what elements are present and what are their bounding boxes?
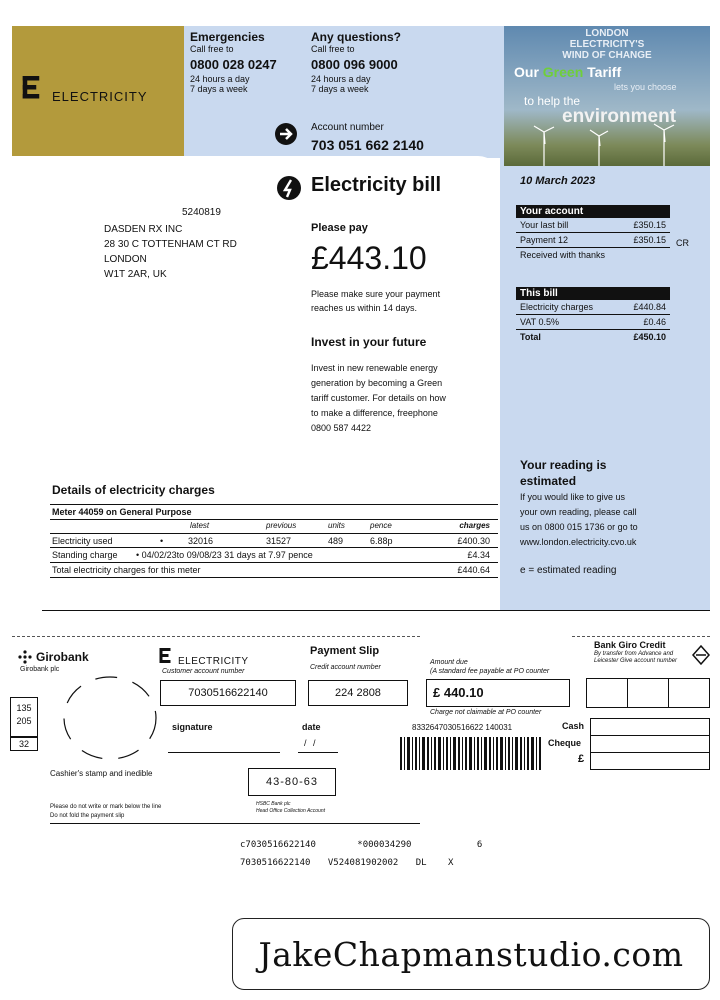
wind-turbines-icon xyxy=(504,122,710,166)
used-previous: 31527 xyxy=(266,536,292,546)
total-field[interactable] xyxy=(591,753,709,769)
date-slashes: / / xyxy=(304,738,318,748)
signature-line[interactable] xyxy=(168,752,280,753)
cash-cheque-box[interactable] xyxy=(590,718,710,770)
stamp-label: Cashier's stamp and inedible xyxy=(50,769,153,778)
details-table xyxy=(50,504,498,578)
invest-line: 0800 587 4422 xyxy=(311,423,372,433)
questions-days: 7 days a week xyxy=(311,84,369,94)
total-row xyxy=(50,563,498,578)
micr2-b: V524081902002 xyxy=(327,858,399,868)
bill-row-value: £0.46 xyxy=(643,317,666,327)
questions-hours: 24 hours a day xyxy=(311,74,371,84)
col-pence: pence xyxy=(370,521,392,530)
account-row xyxy=(516,233,670,248)
cash-field[interactable] xyxy=(591,719,709,736)
lightning-icon xyxy=(276,175,302,201)
used-label: Electricity used xyxy=(52,536,113,546)
questions-callfree: Call free to xyxy=(311,44,355,54)
warning-line1: Please do not write or mark below the line xyxy=(50,804,162,810)
col-previous: previous xyxy=(266,521,297,530)
banner-line1: LONDON xyxy=(585,28,629,39)
electricity-logo-icon xyxy=(22,76,46,106)
amount-due: £443.10 xyxy=(311,240,427,276)
account-number-label: Account number xyxy=(311,122,384,133)
banner-environment: environment xyxy=(562,106,677,127)
used-charges: £400.30 xyxy=(457,536,490,546)
account-number: 703 051 662 2140 xyxy=(311,137,424,153)
branch-code-a: 135 xyxy=(16,703,32,713)
reading-text xyxy=(520,490,638,550)
used-mark: • xyxy=(160,536,164,546)
credit-acc-label: Credit account number xyxy=(310,664,381,671)
your-account-heading: Your account xyxy=(516,205,670,218)
invest-line: generation by becoming a Green xyxy=(311,378,443,388)
customer-acc-field[interactable]: 7030516622140 xyxy=(160,680,296,706)
bank-giro-title: Bank Giro Credit xyxy=(594,640,666,650)
micr2-c: DL xyxy=(415,858,427,868)
account-row-label: Received with thanks xyxy=(520,250,606,260)
reading-line: If you would like to give us xyxy=(520,492,626,502)
account-row-label: Your last bill xyxy=(520,220,569,230)
banner-lets: lets you choose xyxy=(614,82,677,92)
branch-code-c: 32 xyxy=(10,737,38,751)
your-account-box xyxy=(516,205,670,262)
banner-line2: ELECTRICITY'S xyxy=(569,39,645,50)
bank-giro-sub xyxy=(594,651,677,665)
customer-addr2: LONDON xyxy=(104,254,147,265)
amount-due-label xyxy=(430,658,549,676)
banner-tohelp: to help the xyxy=(524,94,581,108)
micr1-a: c7030516622140 xyxy=(240,840,316,850)
cheque-field[interactable] xyxy=(591,736,709,753)
emergencies-hours: 24 hours a day xyxy=(190,74,250,84)
date-label: date xyxy=(302,722,321,732)
customer-name: DASDEN RX INC xyxy=(104,224,183,235)
brand-name: ELECTRICITY xyxy=(52,89,148,104)
estimated-note: e = estimated reading xyxy=(520,565,617,576)
watermark-banner: JakeChapmanstudio.com xyxy=(232,918,710,990)
amount-due-field[interactable]: £ 440.10 xyxy=(426,679,570,707)
green-tariff-banner xyxy=(504,26,710,166)
sort-sub-line1: HSBC Bank plc xyxy=(256,801,291,807)
bill-bottom-rule xyxy=(42,610,710,611)
bank-giro-icon xyxy=(690,644,712,666)
girobank-logo xyxy=(18,650,89,664)
reading-title xyxy=(520,457,606,489)
micr2-d: X xyxy=(448,858,454,868)
pound-label: £ xyxy=(578,753,585,765)
standing-detail: • 04/02/23to 09/08/23 31 days at 7.97 pence xyxy=(136,550,313,560)
used-units: 489 xyxy=(328,536,344,546)
reading-title-line2: estimated xyxy=(520,474,577,488)
giro-boxes[interactable] xyxy=(586,678,710,708)
credit-suffix: CR xyxy=(676,238,689,248)
meter-line: Meter 44059 on General Purpose xyxy=(50,505,498,520)
sort-code-box: 43-80-63 xyxy=(248,768,336,796)
invest-text xyxy=(311,361,446,436)
arrow-right-icon xyxy=(274,122,298,146)
cashier-stamp-circle xyxy=(60,674,160,762)
banner-tariff: Tariff xyxy=(587,64,622,80)
bill-row xyxy=(516,300,670,315)
account-row-value: £350.15 xyxy=(633,235,666,245)
used-row xyxy=(50,533,498,548)
reading-line: www.london.electricity.cvo.uk xyxy=(520,537,637,547)
this-bill-heading: This bill xyxy=(516,287,670,300)
payment-note-line2: reaches us within 14 days. xyxy=(311,303,418,313)
girobank-name: Girobank xyxy=(36,650,89,664)
barcode-icon xyxy=(400,737,542,770)
banner-our: Our xyxy=(514,64,539,80)
questions-title: Any questions? xyxy=(311,30,402,44)
credit-acc-field[interactable]: 224 2808 xyxy=(308,680,408,706)
bill-title: Electricity bill xyxy=(311,174,442,196)
details-header-row xyxy=(50,520,498,533)
emergencies-days: 7 days a week xyxy=(190,84,248,94)
tear-line xyxy=(12,636,420,637)
cash-label: Cash xyxy=(562,721,585,731)
warning-line2: Do not fold the payment slip xyxy=(50,813,125,819)
bank-giro-sub-line2: Leicester Give account number xyxy=(594,658,678,664)
account-row-value: £350.15 xyxy=(633,220,666,230)
slip-warning xyxy=(50,803,161,821)
emergencies-callfree: Call free to xyxy=(190,44,234,54)
payment-note xyxy=(311,287,440,315)
micr-line2 xyxy=(240,858,453,868)
used-latest: 32016 xyxy=(188,536,214,546)
bill-row xyxy=(516,330,670,344)
account-row xyxy=(516,248,670,262)
standing-row xyxy=(50,548,498,563)
sort-code-sub xyxy=(256,801,325,815)
bill-date: 10 March 2023 xyxy=(520,175,596,187)
standing-label: Standing charge xyxy=(52,550,118,560)
reading-line: us on 0800 015 1736 or go to xyxy=(520,522,638,532)
details-title: Details of electricity charges xyxy=(52,483,215,497)
bill-row-value: £440.84 xyxy=(633,302,666,312)
tear-line xyxy=(572,636,710,637)
please-pay-label: Please pay xyxy=(311,222,368,234)
girobank-icon xyxy=(18,650,32,664)
sort-sub-line2: Head Office Collection Account xyxy=(256,808,326,814)
banner-green: Green xyxy=(542,64,584,80)
date-line[interactable] xyxy=(298,752,338,753)
payment-slip-title: Payment Slip xyxy=(310,645,380,657)
standing-charges: £4.34 xyxy=(467,550,490,560)
banner-line3: WIND OF CHANGE xyxy=(562,50,652,61)
account-row xyxy=(516,218,670,233)
slip-bottom-rule xyxy=(50,823,420,824)
bill-row xyxy=(516,315,670,330)
customer-acc-label: Customer account number xyxy=(162,668,245,675)
micr1-b: *000034290 xyxy=(357,840,412,850)
col-units: units xyxy=(328,521,345,530)
micr-line1 xyxy=(240,840,482,850)
used-pence: 6.88p xyxy=(370,536,393,546)
col-latest: latest xyxy=(190,521,210,530)
account-row-label: Payment 12 xyxy=(520,235,569,245)
customer-addr1: 28 30 C TOTTENHAM CT RD xyxy=(104,239,237,250)
branch-code-box xyxy=(10,697,38,737)
col-charges: charges xyxy=(459,521,490,530)
bank-giro-sub-line1: By transfer from Advance and xyxy=(594,651,674,657)
giro-box[interactable] xyxy=(628,679,669,707)
charge-note: Charge not claimable at PO counter xyxy=(430,709,542,716)
invest-line: Invest in new renewable energy xyxy=(311,363,438,373)
customer-ref: 5240819 xyxy=(182,207,221,218)
total-charges: £440.64 xyxy=(457,565,490,575)
emergencies-number: 0800 028 0247 xyxy=(190,57,277,72)
invest-line: tariff customer. For details on how xyxy=(311,393,446,403)
slip-brand: ELECTRICITY xyxy=(178,656,249,667)
payment-note-line1: Please make sure your payment xyxy=(311,289,441,299)
signature-label: signature xyxy=(172,722,213,732)
invest-title: Invest in your future xyxy=(311,335,427,349)
total-label: Total electricity charges for this meter xyxy=(52,565,201,575)
bill-row-label: Total xyxy=(520,332,541,342)
bill-row-value: £450.10 xyxy=(633,332,666,342)
bill-row-label: Electricity charges xyxy=(520,302,594,312)
amount-due-label-line1: Amount due xyxy=(430,659,468,666)
giro-box[interactable] xyxy=(587,679,628,707)
questions-block xyxy=(311,30,401,94)
amount-due-label-line2: (A standard fee payable at PO counter xyxy=(430,668,550,675)
customer-address xyxy=(104,222,237,282)
customer-addr3: W1T 2AR, UK xyxy=(104,269,167,280)
barcode-number: 8332647030516622 140031 xyxy=(412,723,513,732)
questions-number: 0800 096 9000 xyxy=(311,57,398,72)
cheque-label: Cheque xyxy=(548,738,582,748)
reading-title-line1: Your reading is xyxy=(520,458,607,472)
micr1-c: 6 xyxy=(476,840,483,850)
giro-box[interactable] xyxy=(669,679,709,707)
branch-code-b: 205 xyxy=(16,716,32,726)
micr2-a: 7030516622140 xyxy=(240,858,311,868)
invest-line: to make a difference, freephone xyxy=(311,408,438,418)
emergencies-title: Emergencies xyxy=(190,30,265,44)
bill-row-label: VAT 0.5% xyxy=(520,317,560,327)
emergencies-block xyxy=(190,30,277,94)
this-bill-box xyxy=(516,287,670,344)
reading-line: your own reading, please call xyxy=(520,507,637,517)
slip-electricity-logo-icon xyxy=(158,648,176,668)
girobank-sub: Girobank plc xyxy=(20,666,60,673)
